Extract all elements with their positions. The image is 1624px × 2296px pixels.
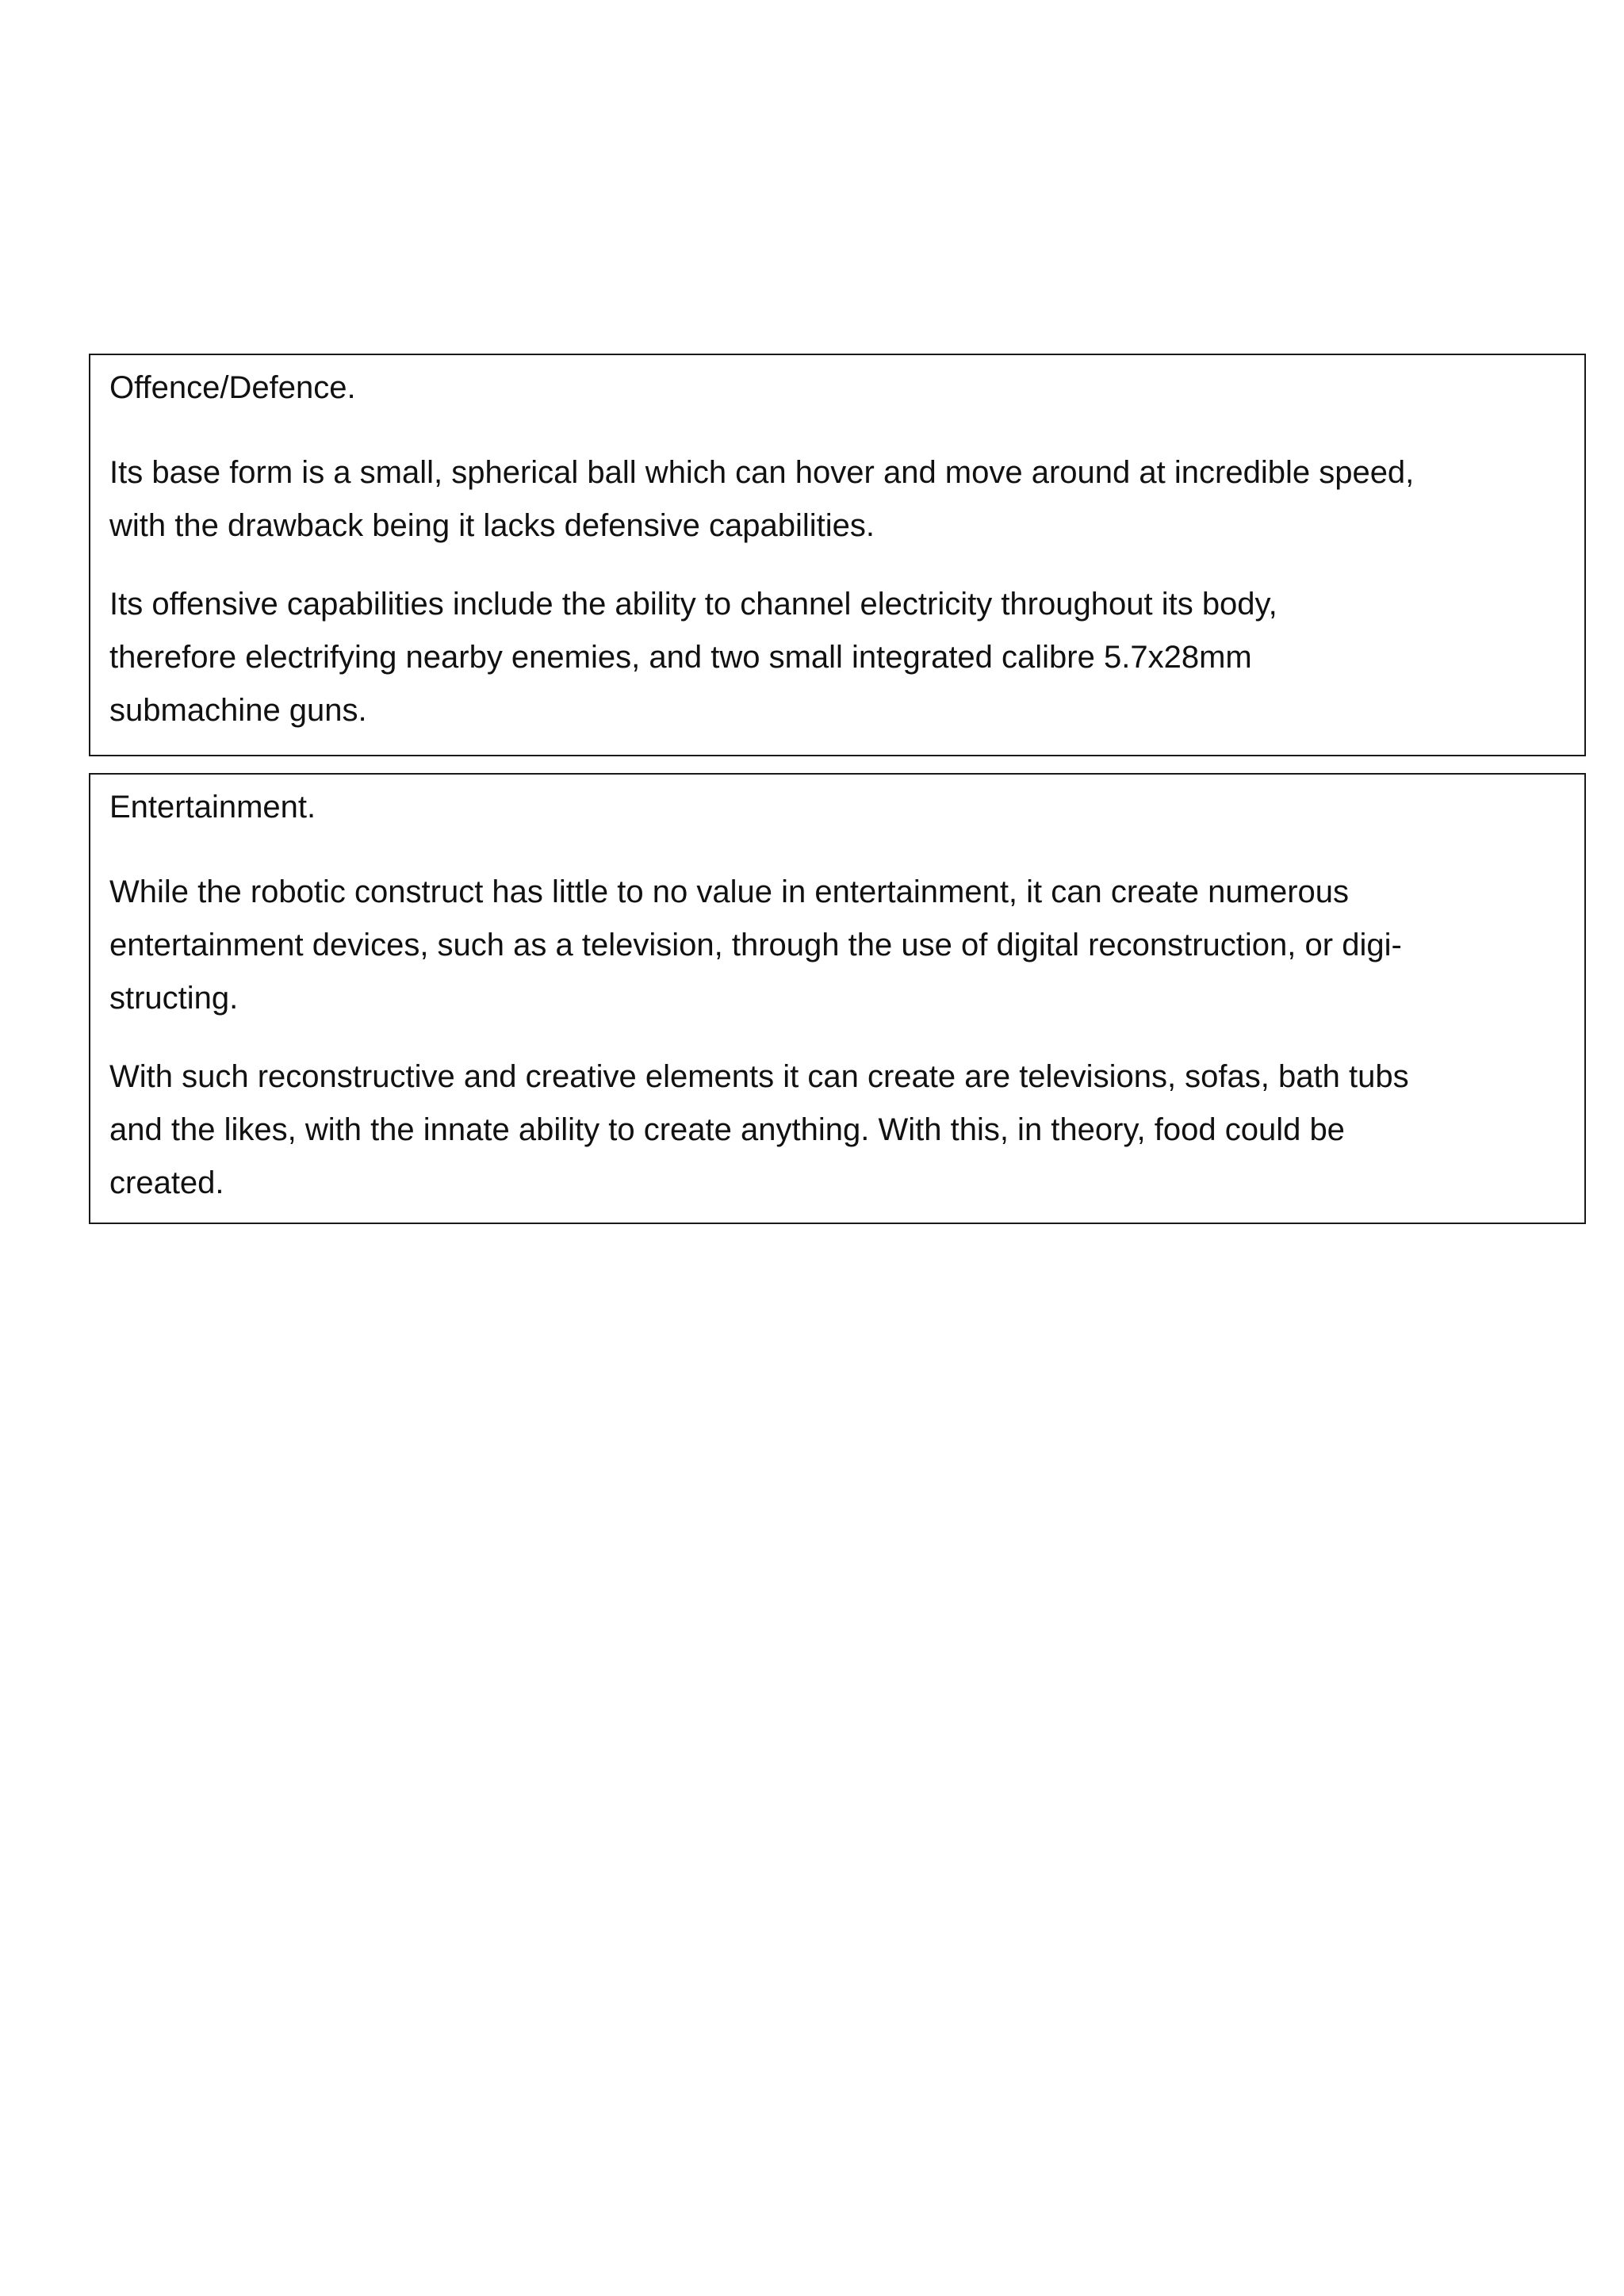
section-title: Entertainment.: [109, 790, 316, 825]
section-title: Offence/Defence.: [109, 370, 356, 405]
section-paragraph: Its offensive capabilities include the ability to channel electricity throughout its body, therefore electrifying nearby enemies, and two small integrated calibre 5.7x28mm submachine guns.: [109, 587, 1277, 728]
offence-defence-section: [89, 354, 1586, 756]
entertainment-section: [89, 773, 1586, 1224]
section-paragraph: Its base form is a small, spherical ball which can hover and move around at incredible speed, with the drawback being it lacks defensive capabilities.: [109, 455, 1415, 543]
section-paragraph: With such reconstructive and creative elements it can create are televisions, sofas, bath tubs and the likes, with the innate ability to create anything. With this, in theory, food could be created.: [109, 1059, 1409, 1200]
section-paragraph: While the robotic construct has little to no value in entertainment, it can create numerous entertainment devices, such as a television, through the use of digital reconstruction, or digi- structing.: [109, 874, 1402, 1016]
